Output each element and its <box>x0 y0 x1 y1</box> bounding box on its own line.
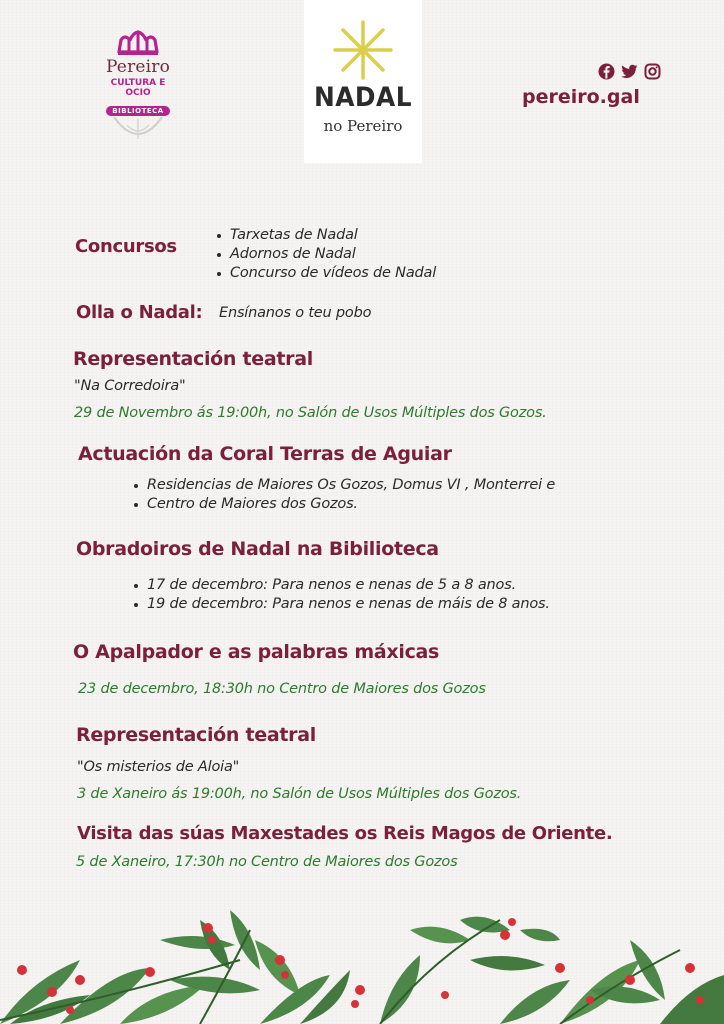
teatro1-heading: Representación teatral <box>73 348 313 370</box>
apalpador-date: 23 de decembro, 18:30h no Centro de Maiores dos Gozos <box>78 681 486 697</box>
reis-date: 5 de Xaneiro, 17:30h no Centro de Maiores dos Gozos <box>76 854 458 870</box>
list-item: 19 de decembro: Para nenos e nenas de máis de 8 anos. <box>132 595 550 614</box>
pereiro-cultura-logo[interactable] <box>98 30 178 141</box>
list-item: Concurso de vídeos de Nadal <box>215 264 436 283</box>
teatro1-date: 29 de Novembro ás 19:00h, no Salón de Usos Múltiples dos Gozos. <box>74 405 547 421</box>
olla-heading: Olla o Nadal: <box>76 302 203 323</box>
teatro2-date: 3 de Xaneiro ás 19:00h, no Salón de Usos Múltiples dos Gozos. <box>77 786 522 802</box>
obradoiros-list <box>132 576 550 614</box>
star-burst-icon <box>333 20 393 80</box>
list-item: Residencias de Maiores Os Gozos, Domus VI , Monterrei e <box>132 476 555 495</box>
nadal-logo-card[interactable] <box>304 0 422 163</box>
holly-foliage-decoration <box>0 900 724 1024</box>
list-item: 17 de decembro: Para nenos e nenas de 5 a 8 anos. <box>132 576 550 595</box>
list-item: Tarxetas de Nadal <box>215 226 436 245</box>
twitter-icon[interactable] <box>621 63 638 80</box>
list-item-text: Centro de Maiores dos Gozos. <box>147 496 358 512</box>
instagram-icon[interactable] <box>644 63 661 80</box>
facebook-icon[interactable] <box>598 63 615 80</box>
nadal-subtitle: no Pereiro <box>323 117 403 135</box>
nadal-title: NADAL <box>313 82 412 113</box>
list-item: Adornos de Nadal <box>215 245 436 264</box>
obradoiros-heading: Obradoiros de Nadal na Bibilioteca <box>76 538 439 560</box>
crown-icon <box>113 30 163 56</box>
teatro2-play: "Os misterios de Aloia" <box>77 759 240 775</box>
olla-text: Ensínanos o teu pobo <box>219 305 372 321</box>
teatro2-heading: Representación teatral <box>76 724 316 746</box>
logo-subtitle: CULTURA E OCIO <box>110 78 166 98</box>
concursos-heading: Concursos <box>75 236 177 257</box>
teatro1-play: "Na Corredoira" <box>74 378 186 394</box>
list-item-continuation <box>132 495 555 514</box>
coral-heading: Actuación da Coral Terras de Aguiar <box>78 443 452 465</box>
biblioteca-badge: BIBLIOTECA <box>106 106 169 116</box>
concursos-list <box>215 226 436 283</box>
website-link[interactable]: pereiro.gal <box>522 86 640 108</box>
reis-heading: Visita das súas Maxestades os Reis Magos de Oriente. <box>77 823 613 844</box>
logo-name: Pereiro <box>105 57 171 77</box>
apalpador-heading: O Apalpador e as palabras máxicas <box>73 641 440 663</box>
social-links <box>598 63 661 80</box>
coral-list <box>132 476 555 514</box>
